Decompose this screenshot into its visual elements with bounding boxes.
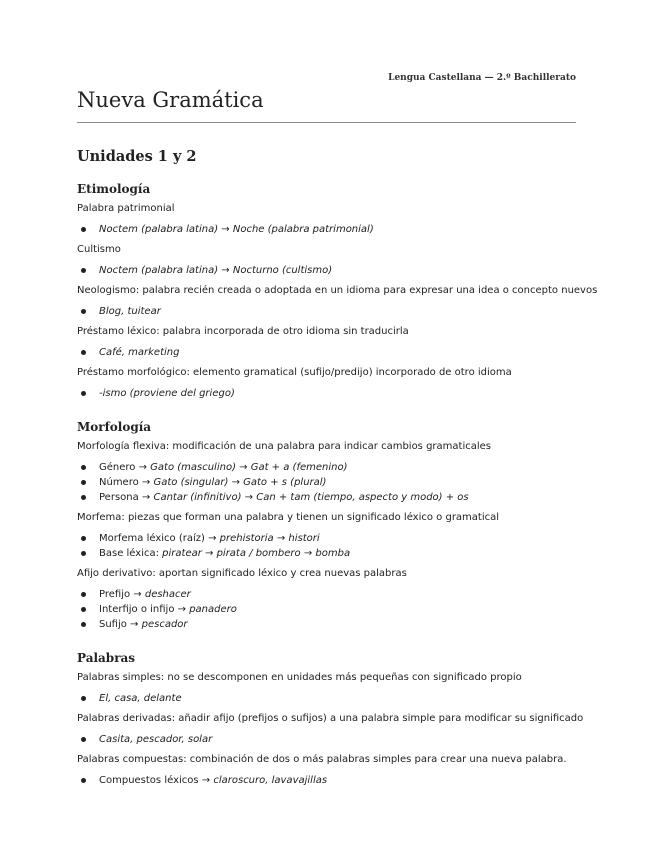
bullet-icon (81, 607, 86, 612)
bullet-icon (81, 495, 86, 500)
list-item-example: deshacer (144, 589, 191, 600)
list-item-text: Interfijo o infijo → (99, 604, 190, 615)
bullet-icon (81, 737, 86, 742)
course-header: Lengua Castellana — 2.º Bachillerato (388, 73, 576, 83)
paragraph: Morfema: piezas que forman una palabra y tienen un significado léxico o gramatical (77, 512, 500, 523)
title-divider (77, 122, 576, 123)
paragraph: Palabras derivadas: añadir afijo (prefijos o sufijos) a una palabra simple para modificar su significado (77, 713, 584, 724)
list-item (77, 460, 576, 475)
bullet-icon (81, 391, 86, 396)
bullet-icon (81, 465, 86, 470)
document-title: Nueva Gramática (77, 88, 264, 112)
bullet-icon (81, 480, 86, 485)
section-title: Morfología (77, 420, 152, 434)
bullet-list (77, 460, 576, 505)
list-item (77, 732, 576, 747)
list-item-example: Café, marketing (99, 347, 180, 358)
list-item (77, 546, 576, 561)
paragraph: Préstamo morfológico: elemento gramatical (sufijo/predijo) incorporado de otro idioma (77, 367, 512, 378)
bullet-icon (81, 622, 86, 627)
bullet-list (77, 304, 576, 319)
list-item (77, 222, 576, 237)
list-item-text: Número → (99, 477, 154, 488)
list-item-example: Cantar (infinitivo) → Can + tam (tiempo, aspecto y modo) + os (153, 492, 469, 503)
list-item-text: Prefijo → (99, 589, 145, 600)
list-item (77, 475, 576, 490)
bullet-icon (81, 227, 86, 232)
section-title: Etimología (77, 182, 151, 196)
paragraph: Palabras compuestas: combinación de dos o más palabras simples para crear una nueva palabra. (77, 754, 567, 765)
list-item-text: Compuestos léxicos → (99, 775, 214, 786)
bullet-list (77, 263, 576, 278)
paragraph: Neologismo: palabra recién creada o adoptada en un idioma para expresar una idea o concepto nuevos (77, 285, 598, 296)
section (77, 181, 598, 419)
list-item-example: Blog, tuitear (99, 306, 161, 317)
sections-container (77, 181, 598, 788)
paragraph: Préstamo léxico: palabra incorporada de otro idioma sin traducirla (77, 326, 409, 337)
bullet-list (77, 531, 576, 561)
list-item (77, 386, 576, 401)
paragraph: Afijo derivativo: aportan significado léxico y crea nuevas palabras (77, 568, 407, 579)
bullet-list (77, 732, 576, 747)
bullet-icon (81, 268, 86, 273)
bullet-icon (81, 309, 86, 314)
bullet-icon (81, 696, 86, 701)
bullet-icon (81, 551, 86, 556)
section-spacer (77, 638, 576, 650)
list-item-example: piratear → pirata / bombero → bomba (162, 548, 351, 559)
list-item (77, 263, 576, 278)
bullet-icon (81, 778, 86, 783)
list-item-example: -ismo (proviene del griego) (99, 388, 235, 399)
bullet-list (77, 773, 576, 788)
list-item-example: Casita, pescador, solar (99, 734, 213, 745)
list-item (77, 490, 576, 505)
list-item (77, 531, 576, 546)
bullet-list (77, 691, 576, 706)
paragraph: Cultismo (77, 244, 121, 255)
list-item-text: Morfema léxico (raíz) → (99, 533, 220, 544)
list-item (77, 691, 576, 706)
bullet-list (77, 222, 576, 237)
list-item-example: panadero (189, 604, 237, 615)
paragraph: Palabras simples: no se descomponen en unidades más pequeñas con significado propio (77, 672, 522, 683)
section (77, 419, 576, 650)
list-item-example: prehistoria → histori (219, 533, 320, 544)
list-item-example: claroscuro, lavavajillas (213, 775, 328, 786)
list-item-example: Gato (masculino) → Gat + a (femenino) (150, 462, 348, 473)
list-item-example: El, casa, delante (99, 693, 182, 704)
bullet-icon (81, 350, 86, 355)
bullet-icon (81, 536, 86, 541)
paragraph: Morfología flexiva: modificación de una palabra para indicar cambios gramaticales (77, 441, 491, 452)
list-item-example: Gato (singular) → Gato + s (plural) (153, 477, 327, 488)
list-item (77, 587, 576, 602)
paragraph: Palabra patrimonial (77, 203, 175, 214)
bullet-list (77, 587, 576, 632)
document-body (77, 147, 598, 794)
list-item-text: Base léxica: (99, 548, 163, 559)
list-item (77, 617, 576, 632)
list-item (77, 602, 576, 617)
list-item-example: pescador (141, 619, 188, 630)
bullet-list (77, 345, 576, 360)
list-item-text: Sufijo → (99, 619, 142, 630)
section (77, 650, 584, 788)
section-title: Palabras (77, 651, 136, 665)
list-item (77, 345, 576, 360)
section-spacer (77, 407, 576, 419)
list-item-text: Género → (99, 462, 151, 473)
unit-heading: Unidades 1 y 2 (77, 148, 197, 165)
list-item-text: Persona → (99, 492, 154, 503)
list-item-example: Noctem (palabra latina) → Noche (palabra patrimonial) (99, 224, 374, 235)
list-item (77, 304, 576, 319)
list-item-example: Noctem (palabra latina) → Nocturno (cultismo) (99, 265, 333, 276)
bullet-icon (81, 592, 86, 597)
bullet-list (77, 386, 576, 401)
list-item (77, 773, 576, 788)
